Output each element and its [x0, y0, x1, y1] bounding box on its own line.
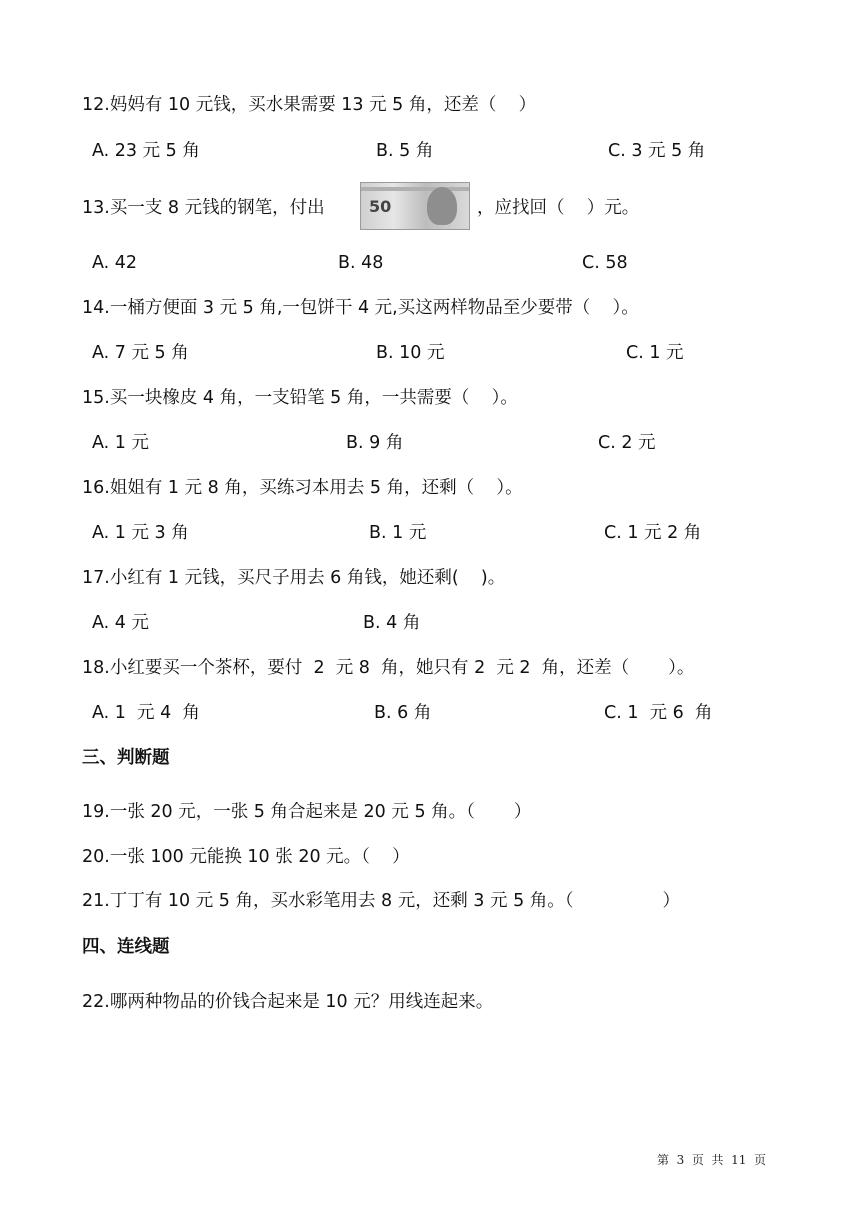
option-a: A. 7 元 5 角 — [92, 343, 189, 363]
option-a: A. 1 元 3 角 — [92, 523, 189, 543]
question-19: 19.一张 20 元，一张 5 角合起来是 20 元 5 角。（ ） — [82, 802, 532, 822]
question-16: 16.姐姐有 1 元 8 角，买练习本用去 5 角，还剩（ ）。 — [82, 478, 523, 498]
option-c: C. 58 — [582, 253, 628, 273]
option-c: C. 2 元 — [598, 433, 656, 453]
question-13-text: 13.买一支 8 元钱的钢笔，付出 — [82, 198, 325, 218]
option-c: C. 1 元 2 角 — [604, 523, 702, 543]
option-a: A. 1 元 — [92, 433, 149, 453]
question-18: 18.小红要买一个茶杯，要付 2 元 8 角，她只有 2 元 2 角，还差（ ）。 — [82, 658, 695, 678]
option-b: B. 10 元 — [376, 343, 445, 363]
option-a: A. 42 — [92, 253, 138, 273]
option-c: C. 1 元 6 角 — [604, 703, 713, 723]
question-13-text-end: ，应找回（ ）元。 — [477, 198, 640, 218]
option-b: B. 9 角 — [346, 433, 404, 453]
option-b: B. 1 元 — [369, 523, 427, 543]
question-22: 22.哪两种物品的价钱合起来是 10 元？用线连起来。 — [82, 992, 494, 1012]
question-12: 12.妈妈有 10 元钱，买水果需要 13 元 5 角，还差（ ） — [82, 95, 537, 115]
question-17: 17.小红有 1 元钱，买尺子用去 6 角钱，她还剩( )。 — [82, 568, 506, 588]
option-b: B. 48 — [338, 253, 384, 273]
question-20: 20.一张 100 元能换 10 张 20 元。（ ） — [82, 847, 410, 867]
section-heading-matching: 四、连线题 — [82, 937, 170, 957]
question-15: 15.买一块橡皮 4 角，一支铅笔 5 角，一共需要（ ）。 — [82, 388, 518, 408]
page-footer: 第 3 页 共 11 页 — [657, 1153, 767, 1167]
question-21: 21.丁丁有 10 元 5 角，买水彩笔用去 8 元，还剩 3 元 5 角。（ ） — [82, 891, 681, 911]
option-c: C. 1 元 — [626, 343, 684, 363]
question-14: 14.一桶方便面 3 元 5 角,一包饼干 4 元,买这两样物品至少要带（ ）。 — [82, 298, 639, 318]
section-heading-true-false: 三、判断题 — [82, 748, 170, 768]
banknote-value: 50 — [369, 197, 392, 216]
option-a: A. 4 元 — [92, 613, 149, 633]
option-c: C. 3 元 5 角 — [608, 141, 706, 161]
option-a: A. 1 元 4 角 — [92, 703, 200, 723]
option-b: B. 5 角 — [376, 141, 434, 161]
option-a: A. 23 元 5 角 — [92, 141, 200, 161]
option-b: B. 4 角 — [363, 613, 421, 633]
option-b: B. 6 角 — [374, 703, 432, 723]
banknote-50-image — [360, 182, 470, 230]
